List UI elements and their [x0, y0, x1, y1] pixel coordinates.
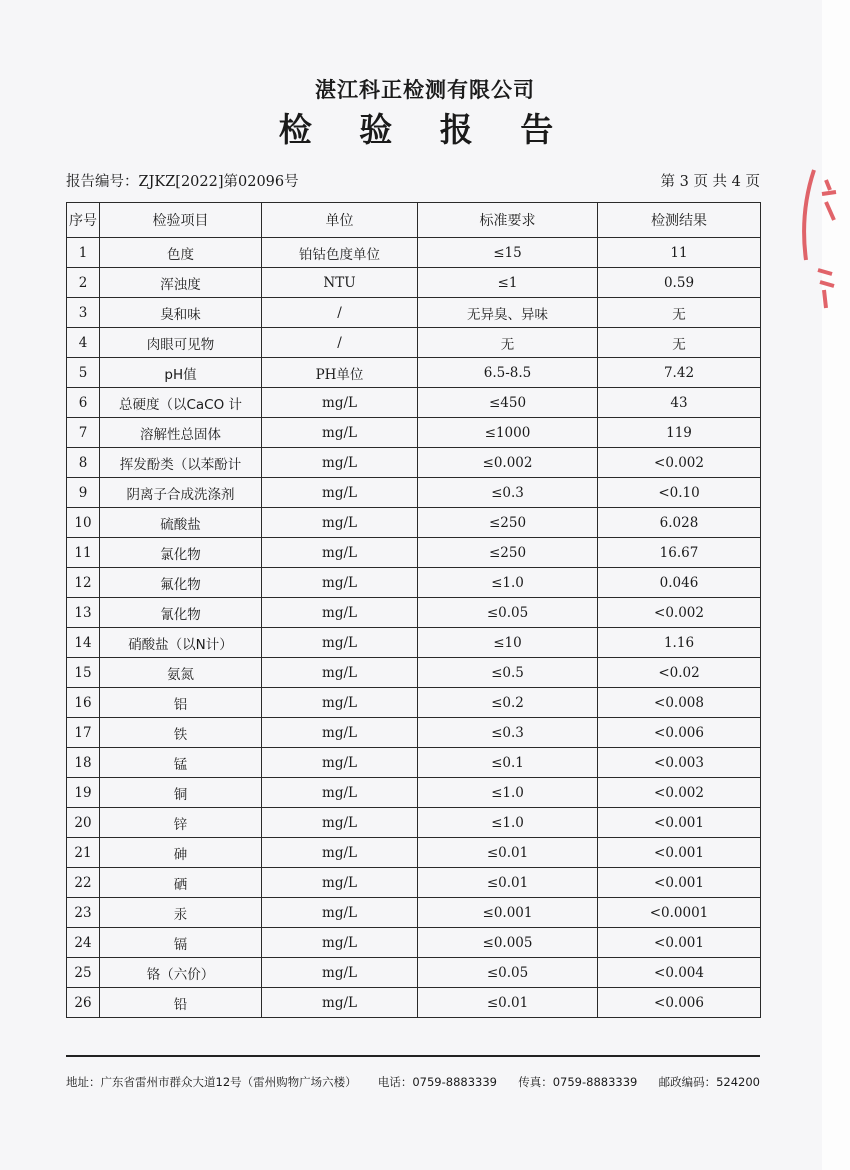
cell-unit: NTU: [262, 268, 418, 298]
cell-unit: mg/L: [262, 898, 418, 928]
cell-item: 氰化物: [100, 598, 262, 628]
footer-divider: [66, 1055, 760, 1057]
cell-result: <0.001: [598, 808, 761, 838]
header-unit: 单位: [262, 203, 418, 238]
cell-no: 7: [67, 418, 100, 448]
table-row: [67, 358, 761, 388]
cell-standard: ≤0.5: [418, 658, 598, 688]
table-row: [67, 238, 761, 268]
table-row: [67, 748, 761, 778]
cell-unit: /: [262, 298, 418, 328]
cell-unit: mg/L: [262, 628, 418, 658]
cell-item: 臭和味: [100, 298, 262, 328]
table-row: [67, 868, 761, 898]
page-info: 第 3 页 共 4 页: [660, 174, 760, 190]
table-row: [67, 958, 761, 988]
table-row: [67, 898, 761, 928]
cell-unit: PH单位: [262, 358, 418, 388]
cell-standard: ≤1: [418, 268, 598, 298]
cell-item: 铅: [100, 988, 262, 1018]
cell-no: 26: [67, 988, 100, 1018]
cell-result: 无: [598, 328, 761, 358]
cell-standard: ≤0.2: [418, 688, 598, 718]
cell-no: 20: [67, 808, 100, 838]
cell-standard: ≤0.001: [418, 898, 598, 928]
cell-item: 砷: [100, 838, 262, 868]
cell-standard: ≤1.0: [418, 568, 598, 598]
cell-result: <0.004: [598, 958, 761, 988]
cell-item: 铝: [100, 688, 262, 718]
cell-item: 浑浊度: [100, 268, 262, 298]
table-row: [67, 928, 761, 958]
cell-standard: ≤0.05: [418, 958, 598, 988]
cell-unit: mg/L: [262, 778, 418, 808]
cell-no: 23: [67, 898, 100, 928]
cell-result: 0.59: [598, 268, 761, 298]
cell-no: 25: [67, 958, 100, 988]
cell-unit: mg/L: [262, 928, 418, 958]
cell-result: 6.028: [598, 508, 761, 538]
cell-unit: mg/L: [262, 988, 418, 1018]
results-table: [66, 202, 761, 1018]
cell-standard: ≤15: [418, 238, 598, 268]
cell-no: 24: [67, 928, 100, 958]
table-header-row: [67, 203, 761, 238]
cell-item: 镉: [100, 928, 262, 958]
header-item: 检验项目: [100, 203, 262, 238]
cell-no: 17: [67, 718, 100, 748]
table-row: [67, 568, 761, 598]
cell-standard: ≤0.3: [418, 718, 598, 748]
cell-item: 氯化物: [100, 538, 262, 568]
cell-result: <0.001: [598, 868, 761, 898]
footer-postcode: 邮政编码：524200: [658, 1075, 760, 1089]
cell-result: <0.006: [598, 718, 761, 748]
cell-standard: 无: [418, 328, 598, 358]
cell-result: 16.67: [598, 538, 761, 568]
cell-standard: ≤0.01: [418, 868, 598, 898]
cell-unit: mg/L: [262, 748, 418, 778]
cell-unit: 铂钴色度单位: [262, 238, 418, 268]
cell-no: 10: [67, 508, 100, 538]
report-title: 检 验 报 告: [278, 110, 572, 149]
official-seal-icon: [796, 150, 850, 330]
cell-result: <0.008: [598, 688, 761, 718]
cell-item: 挥发酚类（以苯酚计: [100, 448, 262, 478]
table-row: [67, 838, 761, 868]
cell-result: 7.42: [598, 358, 761, 388]
table-row: [67, 538, 761, 568]
cell-unit: mg/L: [262, 448, 418, 478]
footer-phone: 电话：0759-8883339: [377, 1075, 497, 1089]
cell-unit: mg/L: [262, 568, 418, 598]
cell-result: <0.001: [598, 928, 761, 958]
cell-no: 3: [67, 298, 100, 328]
cell-item: 肉眼可见物: [100, 328, 262, 358]
cell-item: 铁: [100, 718, 262, 748]
table-row: [67, 268, 761, 298]
cell-unit: mg/L: [262, 868, 418, 898]
table-row: [67, 328, 761, 358]
table-row: [67, 388, 761, 418]
cell-item: 溶解性总固体: [100, 418, 262, 448]
cell-result: 11: [598, 238, 761, 268]
cell-standard: ≤0.002: [418, 448, 598, 478]
cell-no: 22: [67, 868, 100, 898]
cell-no: 18: [67, 748, 100, 778]
cell-result: <0.001: [598, 838, 761, 868]
cell-item: 硝酸盐（以N计）: [100, 628, 262, 658]
cell-standard: ≤10: [418, 628, 598, 658]
cell-result: 43: [598, 388, 761, 418]
cell-item: 硒: [100, 868, 262, 898]
table-row: [67, 808, 761, 838]
cell-result: <0.006: [598, 988, 761, 1018]
table-row: [67, 988, 761, 1018]
cell-item: 铬（六价）: [100, 958, 262, 988]
cell-unit: mg/L: [262, 478, 418, 508]
cell-no: 13: [67, 598, 100, 628]
company-name: 湛江科正检测有限公司: [315, 78, 535, 102]
cell-item: 锰: [100, 748, 262, 778]
cell-no: 9: [67, 478, 100, 508]
cell-unit: mg/L: [262, 508, 418, 538]
cell-unit: mg/L: [262, 598, 418, 628]
cell-item: 硫酸盐: [100, 508, 262, 538]
cell-no: 12: [67, 568, 100, 598]
cell-unit: mg/L: [262, 658, 418, 688]
table-row: [67, 778, 761, 808]
cell-unit: mg/L: [262, 808, 418, 838]
cell-standard: ≤0.1: [418, 748, 598, 778]
cell-unit: mg/L: [262, 688, 418, 718]
cell-item: 色度: [100, 238, 262, 268]
cell-unit: mg/L: [262, 538, 418, 568]
footer-fax: 传真：0759-8883339: [518, 1075, 638, 1089]
cell-result: 1.16: [598, 628, 761, 658]
cell-item: 阴离子合成洗涤剂: [100, 478, 262, 508]
cell-item: pH值: [100, 358, 262, 388]
table-row: [67, 478, 761, 508]
table-row: [67, 418, 761, 448]
table-row: [67, 598, 761, 628]
cell-result: <0.002: [598, 448, 761, 478]
cell-no: 5: [67, 358, 100, 388]
table-row: [67, 718, 761, 748]
cell-result: <0.002: [598, 598, 761, 628]
cell-result: 119: [598, 418, 761, 448]
table-body: [67, 238, 761, 1018]
cell-no: 11: [67, 538, 100, 568]
cell-standard: ≤1.0: [418, 778, 598, 808]
cell-standard: ≤0.3: [418, 478, 598, 508]
table-row: [67, 448, 761, 478]
cell-standard: ≤250: [418, 538, 598, 568]
cell-result: 无: [598, 298, 761, 328]
cell-no: 21: [67, 838, 100, 868]
report-meta: [66, 170, 760, 191]
cell-no: 15: [67, 658, 100, 688]
cell-standard: ≤0.01: [418, 988, 598, 1018]
cell-result: <0.0001: [598, 898, 761, 928]
table-row: [67, 688, 761, 718]
table-row: [67, 298, 761, 328]
cell-no: 6: [67, 388, 100, 418]
cell-standard: 6.5-8.5: [418, 358, 598, 388]
cell-item: 氟化物: [100, 568, 262, 598]
cell-standard: ≤1.0: [418, 808, 598, 838]
table-row: [67, 658, 761, 688]
cell-no: 16: [67, 688, 100, 718]
cell-result: 0.046: [598, 568, 761, 598]
report-number: 报告编号：ZJKZ[2022]第02096号: [66, 174, 299, 190]
cell-item: 铜: [100, 778, 262, 808]
cell-item: 氨氮: [100, 658, 262, 688]
cell-no: 4: [67, 328, 100, 358]
cell-standard: 无异臭、异味: [418, 298, 598, 328]
cell-unit: mg/L: [262, 838, 418, 868]
cell-unit: mg/L: [262, 958, 418, 988]
cell-unit: mg/L: [262, 388, 418, 418]
cell-result: <0.02: [598, 658, 761, 688]
cell-unit: mg/L: [262, 418, 418, 448]
cell-standard: ≤0.05: [418, 598, 598, 628]
cell-no: 14: [67, 628, 100, 658]
cell-no: 8: [67, 448, 100, 478]
cell-unit: /: [262, 328, 418, 358]
cell-no: 1: [67, 238, 100, 268]
table-row: [67, 508, 761, 538]
cell-no: 2: [67, 268, 100, 298]
header-result: 检测结果: [598, 203, 761, 238]
cell-standard: ≤1000: [418, 418, 598, 448]
cell-standard: ≤250: [418, 508, 598, 538]
cell-item: 锌: [100, 808, 262, 838]
cell-result: <0.10: [598, 478, 761, 508]
table-row: [67, 628, 761, 658]
cell-unit: mg/L: [262, 718, 418, 748]
cell-standard: ≤0.005: [418, 928, 598, 958]
cell-item: 总硬度（以CaCO 计: [100, 388, 262, 418]
cell-standard: ≤0.01: [418, 838, 598, 868]
footer: [66, 1074, 760, 1090]
cell-result: <0.003: [598, 748, 761, 778]
cell-no: 19: [67, 778, 100, 808]
header-no: 序号: [67, 203, 100, 238]
cell-item: 汞: [100, 898, 262, 928]
cell-standard: ≤450: [418, 388, 598, 418]
cell-result: <0.002: [598, 778, 761, 808]
header-standard: 标准要求: [418, 203, 598, 238]
footer-address: 地址：广东省雷州市群众大道12号（雷州购物广场六楼）: [66, 1075, 357, 1089]
